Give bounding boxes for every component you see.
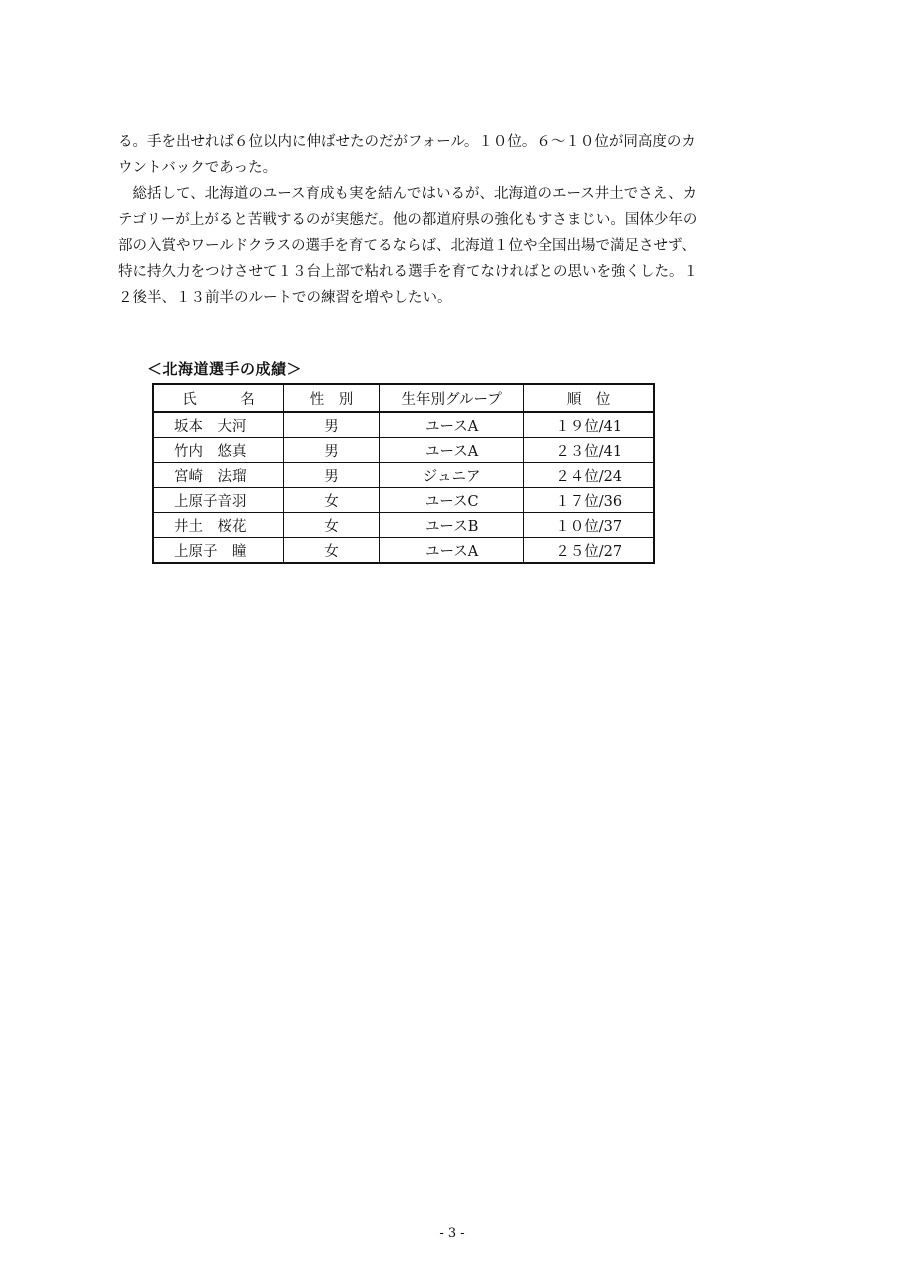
cell-group: ユースA <box>380 412 524 438</box>
cell-group: ユースC <box>380 488 524 513</box>
table-row <box>153 488 654 513</box>
cell-gender: 男 <box>284 463 380 488</box>
cell-name: 宮崎 法瑠 <box>153 463 284 488</box>
text-line: ウントバックであった。 <box>118 160 278 176</box>
cell-name: 上原子 瞳 <box>153 538 284 564</box>
page-number: - 3 - <box>439 1226 465 1241</box>
results-table <box>152 383 655 564</box>
cell-group: ジュニア <box>380 463 524 488</box>
table-header-row <box>153 384 654 412</box>
cell-gender: 男 <box>284 438 380 463</box>
cell-group: ユースA <box>380 538 524 564</box>
table-row <box>153 538 654 564</box>
cell-gender: 女 <box>284 513 380 538</box>
body-text <box>118 129 788 311</box>
text-line: テゴリーが上がると苦戦するのが実態だ。他の都道府県の強化もすさまじい。国体少年の <box>118 212 698 228</box>
header-gender: 性 別 <box>284 384 380 412</box>
cell-rank: １９位/41 <box>524 412 654 438</box>
table-row <box>153 438 654 463</box>
cell-rank: １７位/36 <box>524 488 654 513</box>
text-line: ２後半、１３前半のルートでの練習を増やしたい。 <box>118 290 452 306</box>
table-row <box>153 412 654 438</box>
cell-group: ユースB <box>380 513 524 538</box>
header-group: 生年別グループ <box>380 384 524 412</box>
text-line: 総括して、北海道のユース育成も実を結んではいるが、北海道のエース井土でさえ、カ <box>118 186 698 202</box>
cell-gender: 女 <box>284 488 380 513</box>
cell-rank: １０位/37 <box>524 513 654 538</box>
cell-rank: ２５位/27 <box>524 538 654 564</box>
section-title: ＜北海道選手の成績＞ <box>147 360 303 378</box>
cell-rank: ２３位/41 <box>524 438 654 463</box>
header-name: 氏 名 <box>153 384 284 412</box>
cell-name: 坂本 大河 <box>153 412 284 438</box>
cell-group: ユースA <box>380 438 524 463</box>
text-line: 部の入賞やワールドクラスの選手を育てるならば、北海道１位や全国出場で満足させず、 <box>118 238 696 254</box>
cell-gender: 女 <box>284 538 380 564</box>
table-row <box>153 513 654 538</box>
table-row <box>153 463 654 488</box>
text-line: る。手を出せれば６位以内に伸ばせたのだがフォール。１０位。６～１０位が同高度のカ <box>118 134 696 150</box>
cell-name: 上原子音羽 <box>153 488 284 513</box>
text-line: 特に持久力をつけさせて１３台上部で粘れる選手を育てなければとの思いを強くした。１ <box>118 264 698 280</box>
cell-rank: ２４位/24 <box>524 463 654 488</box>
cell-name: 井土 桜花 <box>153 513 284 538</box>
cell-gender: 男 <box>284 412 380 438</box>
header-rank: 順 位 <box>524 384 654 412</box>
cell-name: 竹内 悠真 <box>153 438 284 463</box>
